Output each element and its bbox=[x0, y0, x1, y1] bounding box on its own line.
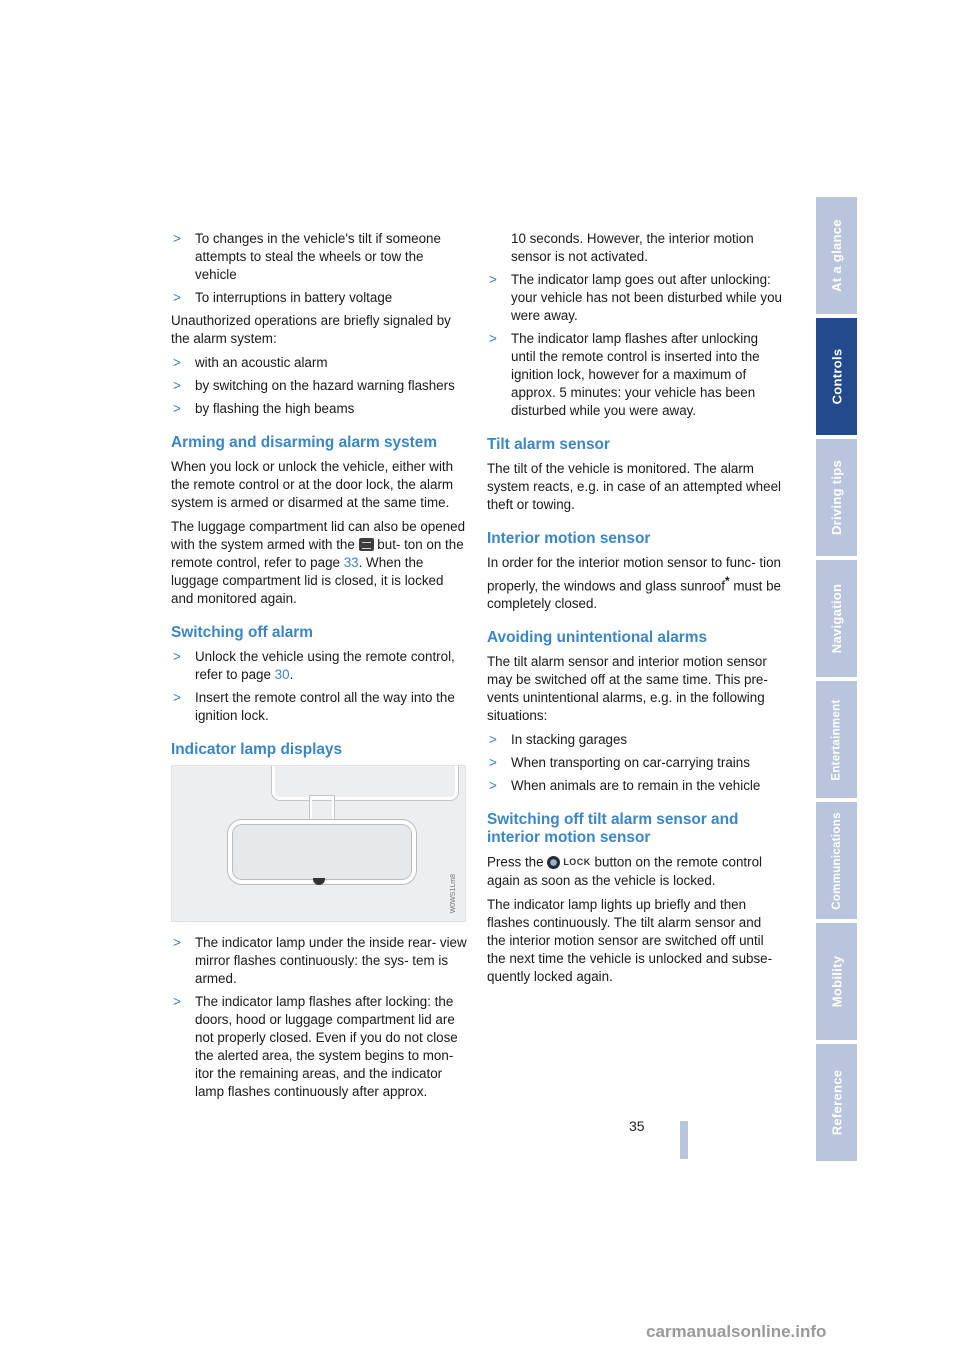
heading-switching-off-alarm: Switching off alarm bbox=[171, 624, 313, 641]
list-item: > by flashing the high beams bbox=[173, 401, 355, 416]
list-item: > The indicator lamp flashes after locking: the doors, hood or luggage compartment lid are not properly closed. Even if you do not close the alerted area, the system begins to mon- itor the remaining areas, and the indicator lamp flashes continuously after approx. bbox=[173, 994, 458, 1099]
left-column bbox=[171, 230, 467, 1106]
list-item: > When animals are to remain in the vehicle bbox=[489, 778, 761, 794]
arming-paragraph: When you lock or unlock the vehicle, either with the remote control or at the door lock, the alarm system is armed or disarmed at the same time. bbox=[171, 459, 454, 510]
interior-paragraph: In order for the interior motion sensor to func- tion properly, the windows and glass sunroof* must be completely closed. bbox=[487, 555, 781, 612]
heading-tilt-alarm: Tilt alarm sensor bbox=[487, 436, 610, 453]
tab-navigation[interactable]: Navigation bbox=[816, 560, 857, 677]
heading-interior-motion: Interior motion sensor bbox=[487, 530, 651, 547]
list-item-continued: 10 seconds. However, the interior motion sensor is not activated. bbox=[511, 231, 754, 264]
arming-paragraph-2: The luggage compartment lid can also be opened with the system armed with the but- ton on the remote control, refer to page 33. When the luggage compartment lid is closed, it is locked and monitored again. bbox=[171, 519, 466, 606]
avoiding-paragraph: The tilt alarm sensor and interior motion sensor may be switched off at the same time. This pre- vents unintentional alarms, e.g. in the following situations: bbox=[487, 654, 768, 724]
list-item: > The indicator lamp under the inside rear- view mirror flashes continuously: the sys- tem is armed. bbox=[173, 935, 467, 986]
heading-switching-off-tilt: Switching off tilt alarm sensor and interior motion sensor bbox=[487, 811, 739, 847]
luggage-compartment-button-icon bbox=[359, 538, 374, 551]
switch-tilt-paragraph-2: The indicator lamp lights up briefly and then flashes continuously. The tilt alarm sensor and the interior motion sensor are switched off until the next time the vehicle is unlocked and subse- quently locked again. bbox=[487, 896, 773, 984]
tab-reference[interactable]: Reference bbox=[816, 1044, 857, 1161]
rearview-mirror-figure bbox=[171, 765, 466, 922]
heading-avoiding-alarms: Avoiding unintentional alarms bbox=[487, 629, 708, 647]
heading-arming: Arming and disarming alarm system bbox=[171, 434, 437, 451]
list-item: > To changes in the vehicle's tilt if someone attempts to steal the wheels or tow the vehicle bbox=[173, 231, 441, 282]
overhead-console bbox=[272, 765, 458, 800]
list-item: > by switching on the hazard warning flashers bbox=[173, 378, 455, 393]
page-link-33[interactable]: 33 bbox=[343, 555, 359, 570]
list-item: > To interruptions in battery voltage bbox=[173, 290, 393, 305]
list-item: > Insert the remote control all the way into the ignition lock. bbox=[173, 690, 455, 723]
optional-equipment-star: * bbox=[724, 574, 730, 588]
footer-watermark: carmanualsonline.info bbox=[646, 1322, 827, 1341]
tab-controls[interactable]: Controls bbox=[816, 318, 857, 435]
heading-indicator-lamp: Indicator lamp displays bbox=[171, 741, 343, 758]
page-number-bar bbox=[680, 1121, 688, 1159]
chapter-tabs bbox=[816, 197, 857, 1165]
list-item: > In stacking garages bbox=[489, 732, 628, 748]
page-number: 35 bbox=[629, 1118, 645, 1134]
list-item: > Unlock the vehicle using the remote control, refer to page 30. bbox=[173, 649, 455, 682]
list-item: > with an acoustic alarm bbox=[173, 355, 328, 370]
tab-at-a-glance[interactable]: At a glance bbox=[816, 197, 857, 314]
rearview-mirror bbox=[228, 820, 416, 884]
list-item: > The indicator lamp flashes after unlocking until the remote control is inserted into the ignition lock, however for a maximum of approx. 5 minutes: your vehicle has been disturbed while you were away. bbox=[489, 331, 760, 418]
figure-code: W0WS1Lm8 bbox=[450, 873, 457, 913]
right-column bbox=[487, 230, 783, 992]
list-item: > When transporting on car-carrying trains bbox=[489, 755, 750, 771]
tab-driving-tips[interactable]: Driving tips bbox=[816, 439, 857, 556]
lock-button-icon: LOCK bbox=[547, 853, 591, 871]
list-item: > The indicator lamp goes out after unlocking: your vehicle has not been disturbed while you were away. bbox=[489, 272, 782, 323]
tab-entertainment[interactable]: Entertainment bbox=[816, 681, 857, 798]
page-link-30[interactable]: 30 bbox=[274, 667, 290, 682]
signal-intro: Unauthorized operations are briefly signaled by the alarm system: bbox=[171, 313, 451, 346]
switch-tilt-paragraph-1: Press the LOCK button on the remote control again as soon as the vehicle is locked. bbox=[487, 854, 763, 888]
tilt-paragraph: The tilt of the vehicle is monitored. The alarm system reacts, e.g. in case of an attempted wheel theft or towing. bbox=[487, 461, 781, 512]
tab-mobility[interactable]: Mobility bbox=[816, 923, 857, 1040]
tab-communications[interactable]: Communications bbox=[816, 802, 857, 919]
